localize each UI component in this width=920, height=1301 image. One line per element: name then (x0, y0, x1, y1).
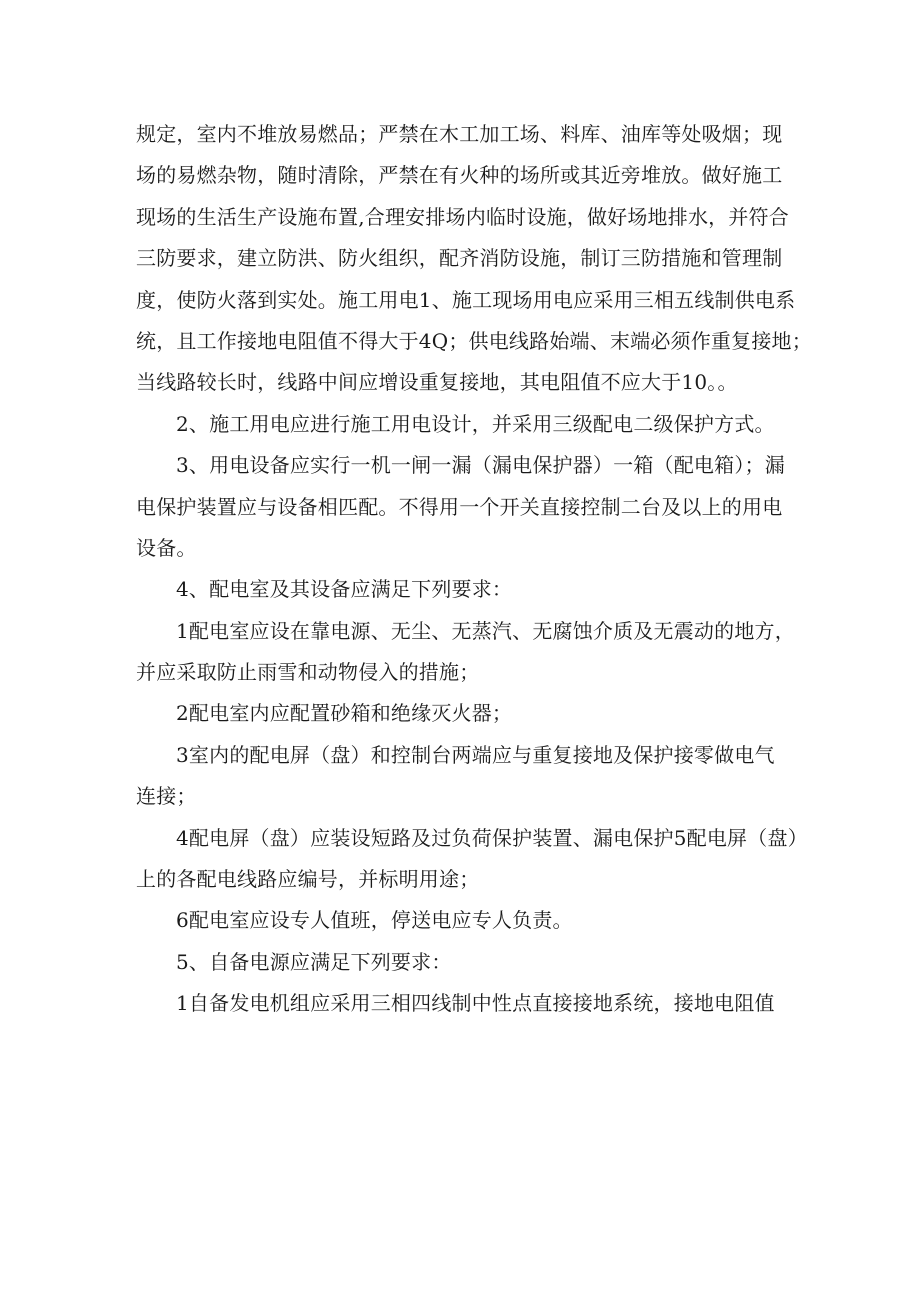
text-line: 规定，室内不堆放易燃品；严禁在木工加工场、料库、油库等处吸烟；现 (136, 122, 783, 146)
text-line: 度，使防火落到实处。施工用电1、施工现场用电应采用三相五线制供电系 (136, 287, 796, 312)
text-line: 6配电室应设专人值班，停送电应专人负责。 (176, 908, 573, 933)
text-line: 电保护装置应与设备相匹配。不得用一个开关直接控制二台及以上的用电 (136, 494, 783, 519)
document-body (136, 114, 812, 1025)
text-line: 统，且工作接地电阻值不得大于4Q；供电线路始端、末端必须作重复接地； (136, 328, 812, 353)
text-line: 现场的生活生产设施布置,合理安排场内临时设施，做好场地排水，并符合 (136, 204, 789, 229)
text-line: 4配电屏（盘）应装设短路及过负荷保护装置、漏电保护5配电屏（盘） (176, 825, 808, 850)
text-line: 3室内的配电屏（盘）和控制台两端应与重复接地及保护接零做电气 (176, 742, 775, 767)
text-line: 三防要求，建立防洪、防火组织，配齐消防设施，制订三防措施和管理制 (136, 246, 783, 271)
text-line: 当线路较长时，线路中间应增设重复接地，其电阻值不应大于10。。 (136, 370, 738, 395)
text-line: 2、施工用电应进行施工用电设计，并采用三级配电二级保护方式。 (176, 411, 775, 436)
text-line: 1自备发电机组应采用三相四线制中性点直接接地系统，接地电阻值 (176, 991, 775, 1016)
text-line: 1配电室应设在靠电源、无尘、无蒸汽、无腐蚀介质及无震动的地方， (176, 618, 795, 643)
text-line: 场的易燃杂物，随时清除，严禁在有火种的场所或其近旁堆放。做好施工 (136, 163, 783, 188)
text-line: 连接； (136, 784, 197, 809)
text-line: 上的各配电线路应编号，并标明用途； (136, 867, 480, 892)
text-line: 并应采取防止雨雪和动物侵入的措施； (136, 660, 480, 685)
text-line: 4、配电室及其设备应满足下列要求： (176, 577, 513, 602)
text-line: 2配电室内应配置砂箱和绝缘灭火器； (176, 701, 513, 726)
text-line: 设备。 (136, 535, 197, 560)
text-line: 5、自备电源应满足下列要求： (176, 949, 452, 974)
text-line: 3、用电设备应实行一机一闸一漏（漏电保护器）一箱（配电箱）；漏 (176, 453, 785, 478)
